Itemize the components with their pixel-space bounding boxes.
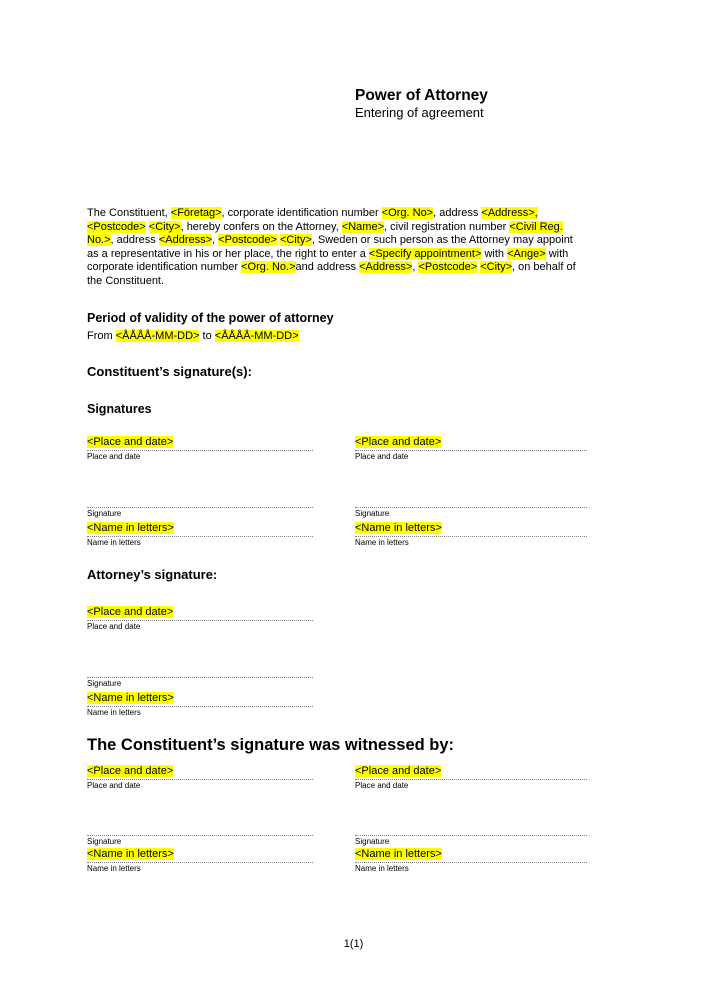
place-and-date-placeholder[interactable]: <Place and date>	[355, 765, 442, 777]
body-paragraph	[87, 207, 632, 289]
body-text: as a representative in his or her place, the right to enter a	[87, 247, 369, 260]
template-field-highlight[interactable]: <City>	[148, 220, 181, 233]
place-and-date-placeholder[interactable]: <Place and date>	[87, 606, 174, 618]
dotted-line	[87, 846, 313, 863]
field-caption-place-and-date: Place and date	[87, 622, 141, 631]
body-line	[87, 275, 632, 289]
attorney-name-field	[87, 690, 313, 718]
field-caption-name-in-letters: Name in letters	[87, 538, 141, 547]
field-caption-name-in-letters: Name in letters	[87, 708, 141, 717]
place-and-date-placeholder[interactable]: <Place and date>	[87, 765, 174, 777]
body-text: , address	[433, 207, 482, 219]
field-caption-signature: Signature	[87, 509, 122, 518]
name-in-letters-placeholder[interactable]: <Name in letters>	[355, 522, 442, 534]
template-field-highlight[interactable]: <Name>	[341, 220, 385, 233]
field-caption-place-and-date: Place and date	[87, 452, 141, 461]
constituent-signature-field-right	[355, 491, 587, 519]
template-field-highlight[interactable]: <ÅÅÅÅ-MM-DD>	[214, 330, 299, 342]
name-in-letters-placeholder[interactable]: <Name in letters>	[355, 848, 442, 860]
body-text: and address	[295, 261, 360, 274]
witness-signature-field-right	[355, 819, 587, 847]
template-field-highlight[interactable]: <Specify appointment>	[368, 247, 482, 260]
dotted-line	[355, 491, 587, 508]
body-line	[87, 221, 632, 235]
witness-signature-field-left	[87, 819, 313, 847]
body-text: From	[87, 330, 116, 342]
name-in-letters-placeholder[interactable]: <Name in letters>	[87, 522, 174, 534]
field-caption-place-and-date: Place and date	[355, 452, 409, 461]
document-subtitle: Entering of agreement	[355, 105, 484, 120]
attorney-signature-field	[87, 661, 313, 689]
dotted-line	[355, 819, 587, 836]
name-in-letters-placeholder[interactable]: <Name in letters>	[87, 692, 174, 704]
template-field-highlight[interactable]: <Civil Reg.	[509, 220, 563, 233]
field-caption-place-and-date: Place and date	[355, 781, 409, 790]
dotted-line	[87, 819, 313, 836]
place-and-date-placeholder[interactable]: <Place and date>	[87, 436, 174, 448]
body-text: , corporate identification number	[221, 207, 382, 219]
body-line	[87, 234, 632, 248]
template-field-highlight[interactable]: <Address>,	[481, 207, 538, 219]
name-in-letters-placeholder[interactable]: <Name in letters>	[87, 848, 174, 860]
template-field-highlight[interactable]: <Ange>	[507, 247, 546, 260]
dotted-line	[355, 520, 587, 537]
dotted-line	[87, 690, 313, 707]
template-field-highlight[interactable]: <Postcode>	[87, 220, 146, 233]
field-caption-name-in-letters: Name in letters	[355, 538, 409, 547]
template-field-highlight[interactable]: <Företag>	[170, 207, 222, 219]
constituent-name-field-right	[355, 520, 587, 548]
witness-place-date-field-right	[355, 763, 587, 791]
constituent-signature-field-left	[87, 491, 313, 519]
template-field-highlight[interactable]: <ÅÅÅÅ-MM-DD>	[115, 330, 200, 342]
attorney-signature-heading: Attorney’s signature:	[87, 567, 218, 582]
body-text: , hereby confers on the Attorney,	[180, 220, 342, 233]
body-text: , address	[110, 234, 159, 247]
template-field-highlight[interactable]: <City>	[279, 234, 312, 247]
template-field-highlight[interactable]: No.>	[87, 234, 111, 247]
field-caption-signature: Signature	[87, 837, 122, 846]
body-text: , Sweden or such person as the Attorney may appoint	[311, 234, 573, 247]
constituent-place-date-field-left	[87, 434, 313, 462]
body-text: ,	[212, 234, 219, 247]
template-field-highlight[interactable]: <Address>	[359, 261, 413, 274]
signatures-heading: Signatures	[87, 402, 152, 416]
constituent-place-date-field-right	[355, 434, 587, 462]
document-title: Power of Attorney	[355, 87, 488, 104]
template-field-highlight[interactable]: <Postcode>	[418, 261, 478, 274]
dotted-line	[87, 604, 313, 621]
body-text: to	[199, 330, 215, 342]
constituent-name-field-left	[87, 520, 313, 548]
field-caption-signature: Signature	[355, 509, 390, 518]
template-field-highlight[interactable]: <Org. No>	[381, 207, 434, 219]
page-number: 1(1)	[343, 938, 364, 950]
dotted-line	[87, 491, 313, 508]
validity-heading: Period of validity of the power of attorney	[87, 311, 334, 325]
title-block	[355, 86, 488, 121]
place-and-date-placeholder[interactable]: <Place and date>	[355, 436, 442, 448]
template-field-highlight[interactable]: <City>	[480, 261, 513, 274]
dotted-line	[87, 520, 313, 537]
body-line	[87, 248, 632, 262]
field-caption-name-in-letters: Name in letters	[87, 864, 141, 873]
attorney-place-date-field	[87, 604, 313, 632]
body-text: ,	[412, 261, 419, 274]
dotted-line	[355, 846, 587, 863]
witness-heading: The Constituent’s signature was witnessed by:	[87, 736, 455, 754]
dotted-line	[355, 763, 587, 780]
field-caption-signature: Signature	[355, 837, 390, 846]
validity-dates-line	[87, 330, 299, 342]
body-text: the Constituent.	[87, 274, 165, 287]
witness-place-date-field-left	[87, 763, 313, 791]
body-text: with	[545, 247, 569, 260]
dotted-line	[87, 434, 313, 451]
witness-name-field-left	[87, 846, 313, 874]
dotted-line	[355, 434, 587, 451]
witness-name-field-right	[355, 846, 587, 874]
template-field-highlight[interactable]: <Postcode>	[218, 234, 277, 247]
body-text: The Constituent,	[87, 207, 171, 219]
template-field-highlight[interactable]: <Org. No.>	[241, 261, 296, 274]
field-caption-name-in-letters: Name in letters	[355, 864, 409, 873]
body-line	[87, 207, 632, 221]
template-field-highlight[interactable]: <Address>	[158, 234, 213, 247]
body-text: with	[481, 247, 508, 260]
dotted-line	[87, 661, 313, 678]
field-caption-signature: Signature	[87, 679, 122, 688]
constituent-signature-heading: Constituent’s signature(s):	[87, 364, 252, 379]
body-text: , on behalf of	[512, 261, 576, 274]
body-text: corporate identification number	[87, 261, 242, 274]
field-caption-place-and-date: Place and date	[87, 781, 141, 790]
body-line	[87, 261, 632, 275]
dotted-line	[87, 763, 313, 780]
body-text: , civil registration number	[384, 220, 510, 233]
